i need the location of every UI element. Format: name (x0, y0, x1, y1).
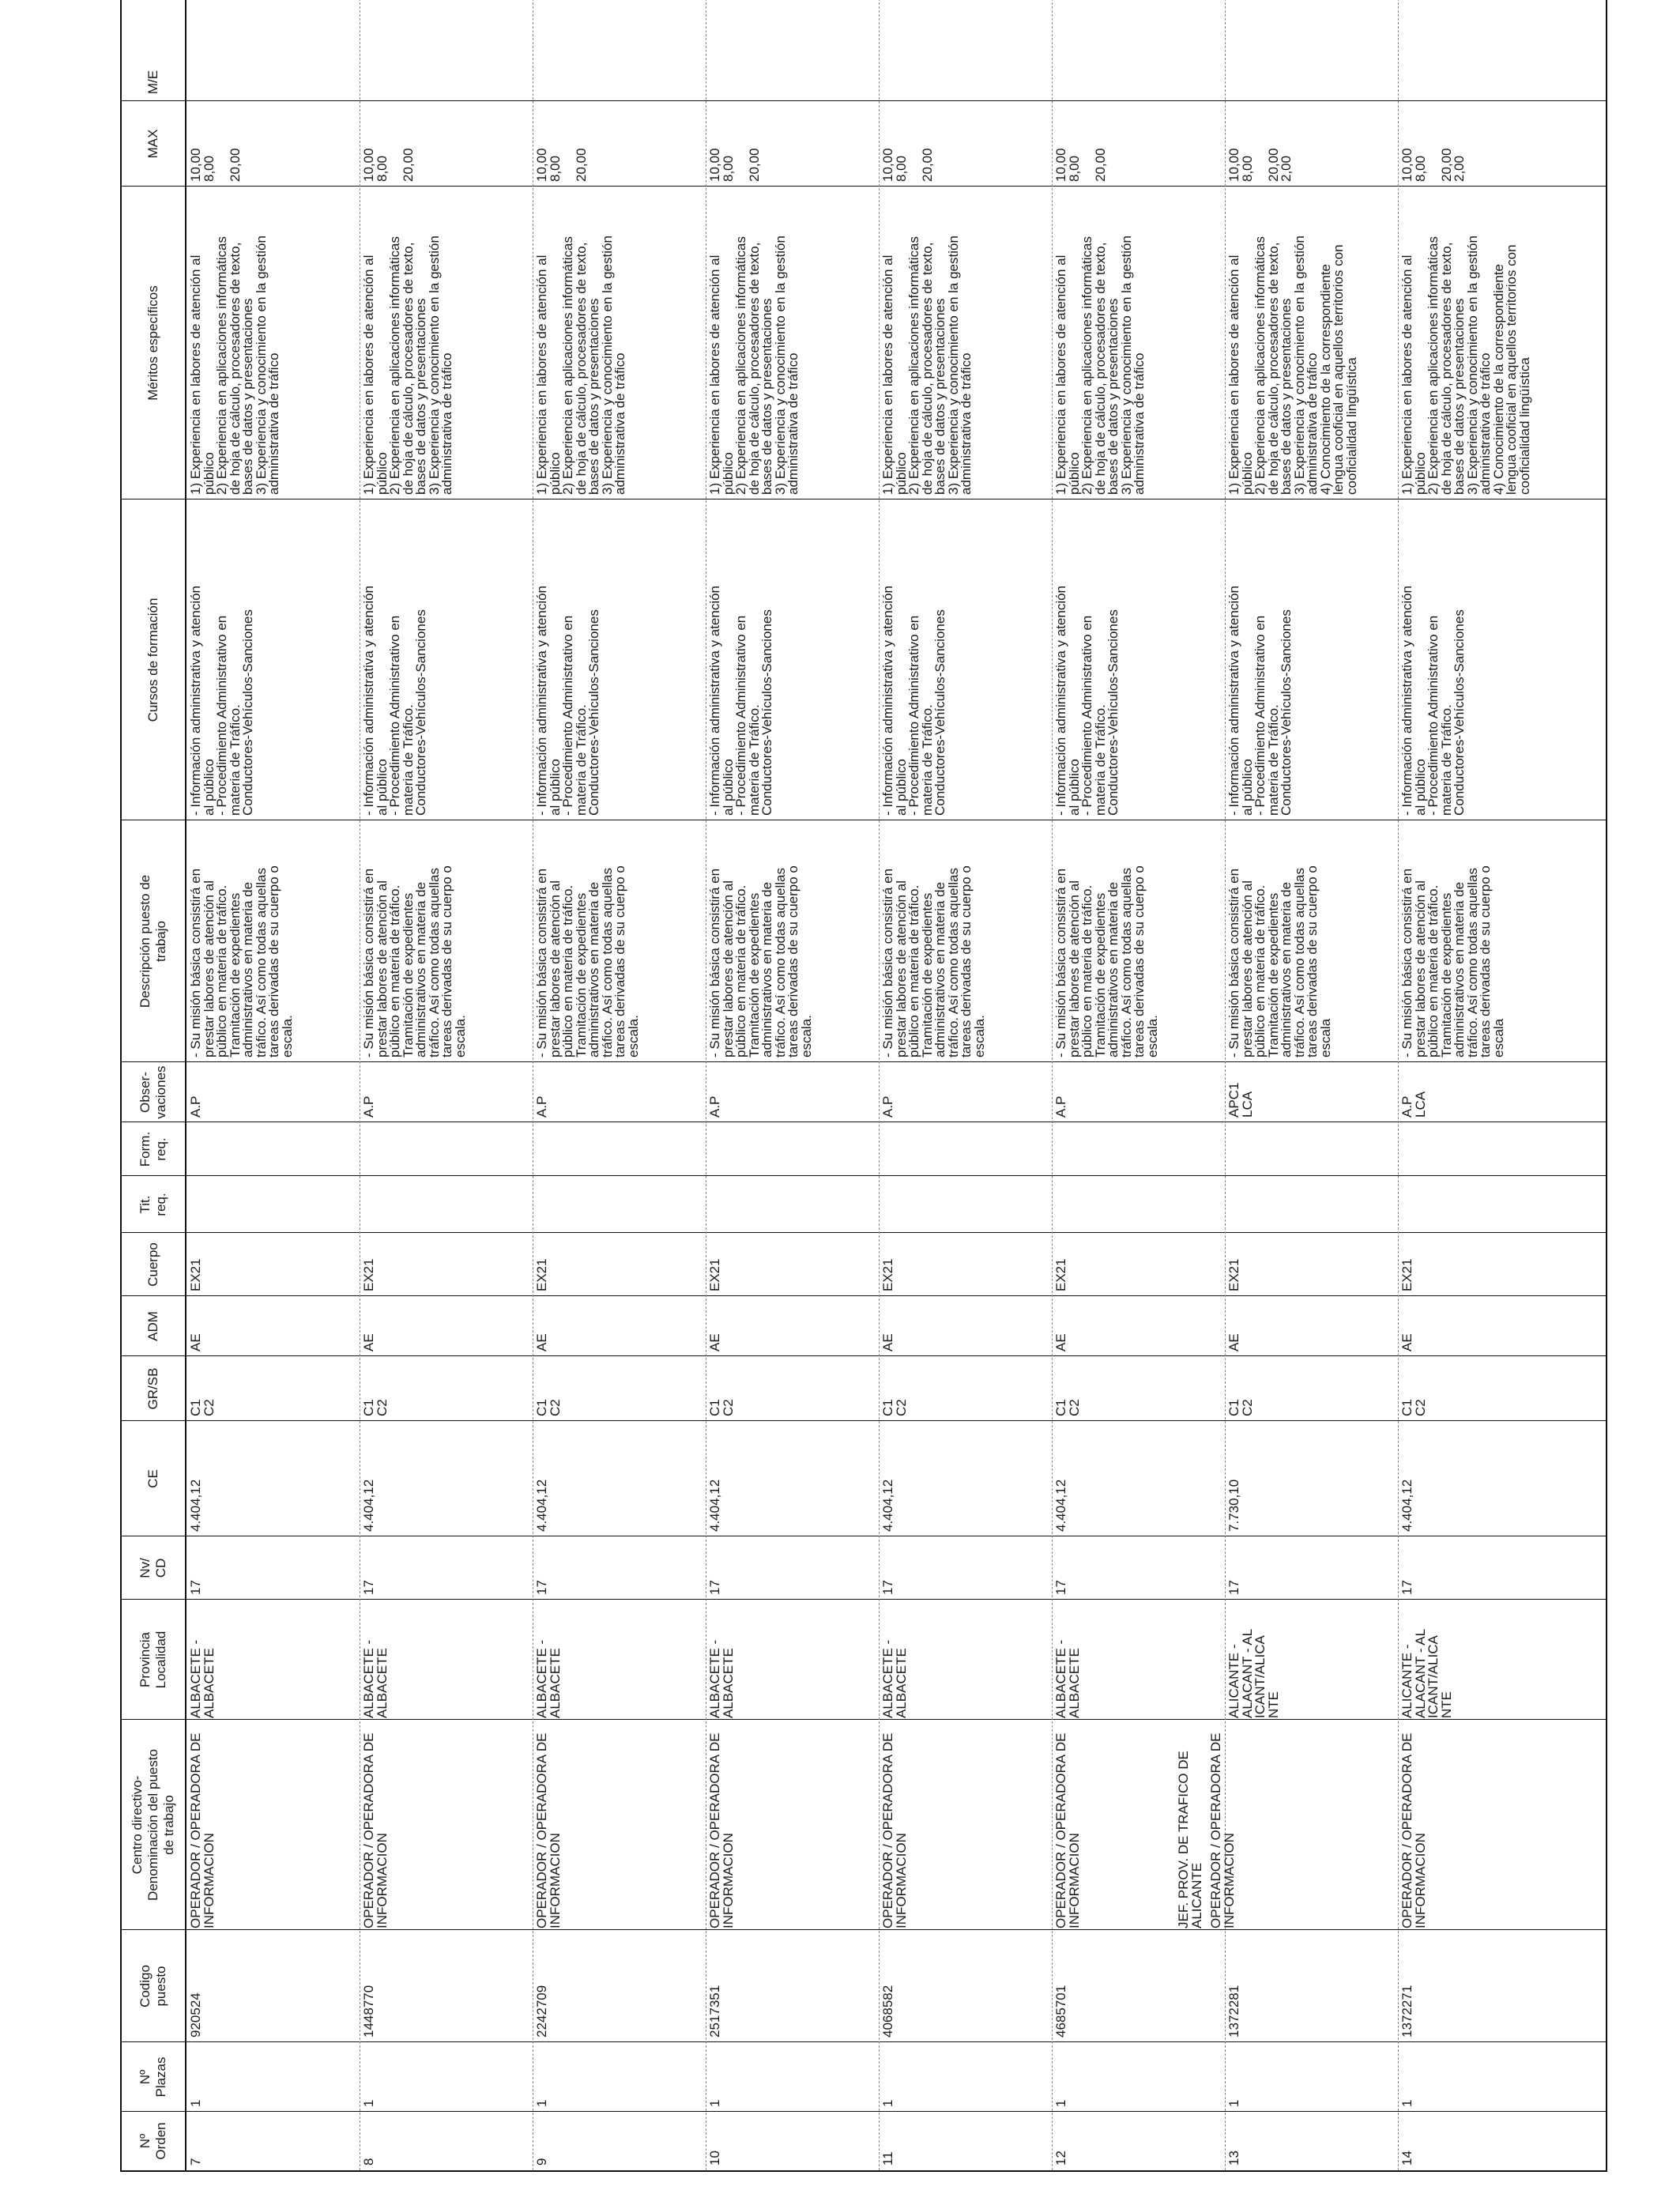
cell-provincia: ALBACETE - ALBACETE (534, 1639, 563, 1718)
cell-provincia: ALBACETE - ALBACETE (361, 1639, 390, 1718)
puesto-denominacion: OPERADOR / OPERADORA DE INFORMACION (361, 1732, 390, 1928)
header-descripcion: Descripción puesto de trabajo (137, 874, 168, 1008)
puesto-denominacion: OPERADOR / OPERADORA DE INFORMACION (1399, 1732, 1428, 1928)
cell-codigo: 1372281 (1226, 1985, 1241, 2038)
header-plazas: Nº Plazas (137, 2056, 168, 2098)
cell-cursos: - Información administrativa y atención al público - Procedimiento Administrativo en materia de Tráfico. Conductores-Vehículos-Sanciones (1399, 585, 1467, 816)
header-tit: Tit. req. (137, 1193, 168, 1216)
centro-directivo-heading: JEF. PROV. DE TRAFICO DE ALICANTE (1176, 1751, 1204, 1928)
header-ce: CE (145, 1469, 160, 1488)
cell-adm: AE (880, 1333, 895, 1351)
cell-ce: 4.404,12 (361, 1479, 376, 1532)
header-nivel: Nv/ CD (137, 1558, 168, 1578)
cell-meritos: 1) Experiencia en labores de atención al público 2) Experiencia en aplicaciones informáticas de hoja de cálculo, procesadores de texto, bases de datos y presentaciones 3) Experiencia y conocimiento en la gestión administrativa de tráfico (361, 236, 454, 495)
cell-cursos: - Información administrativa y atención al público - Procedimiento Administrativo en materia de Tráfico. Conductores-Vehículos-Sanciones (361, 585, 428, 816)
header-centro: Centro directivo- Denominación del puesto de trabajo (130, 1749, 176, 1901)
cell-orden: 7 (188, 2158, 203, 2166)
cell-centro (879, 1688, 1052, 1930)
cell-max: 10,00 8,00 20,00 (188, 148, 243, 182)
positions-table (120, 0, 1607, 2172)
cell-provincia: ALBACETE - ALBACETE (1053, 1639, 1082, 1718)
cell-ce: 7.730,10 (1226, 1479, 1241, 1532)
cell-obs: A.P (534, 1095, 549, 1118)
cell-provincia: ALBACETE - ALBACETE (188, 1639, 217, 1718)
cell-grupo: C1 C2 (707, 1399, 736, 1416)
cell-obs: A.P (1053, 1095, 1068, 1118)
cell-codigo: 2517351 (707, 1985, 722, 2038)
header-form: Form. req. (137, 1131, 168, 1167)
cell-cuerpo: EX21 (1399, 1258, 1414, 1291)
cell-plazas: 1 (534, 2099, 549, 2107)
cell-provincia: ALICANTE - ALACANT - AL ICANT/ALICA NTE (1399, 1628, 1454, 1718)
cell-cursos: - Información administrativa y atención al público - Procedimiento Administrativo en materia de Tráfico. Conductores-Vehículos-Sanciones (1053, 585, 1121, 816)
cell-descripcion: - Su misión básica consistirá en prestar labores de atención al público en materia de tráfico. Tramitación de expedientes administrativos en materia de tráfico. Así como todas aquellas tareas derivadas de su cuerpo o escala (1399, 865, 1506, 1057)
header-obs: Obser- vaciones (137, 1065, 168, 1119)
cell-obs: A.P (707, 1095, 722, 1118)
cell-orden: 10 (707, 2151, 722, 2166)
header-me: M/E (145, 70, 160, 95)
cell-codigo: 920524 (188, 1992, 203, 2038)
cell-grupo: C1 C2 (880, 1399, 909, 1416)
header-cursos: Cursos de formación (145, 598, 160, 722)
cell-meritos: 1) Experiencia en labores de atención al público 2) Experiencia en aplicaciones informáticas de hoja de cálculo, procesadores de texto, bases de datos y presentaciones 3) Experiencia y conocimiento en la gestión administrativa de tráfico 4) Conocimiento de la correspondiente lengua cooficial en aquellos territorios con cooficialidad lingüística (1226, 236, 1359, 495)
cell-plazas: 1 (1399, 2099, 1414, 2107)
cell-ce: 4.404,12 (1399, 1479, 1414, 1532)
cell-cuerpo: EX21 (707, 1258, 722, 1291)
cell-orden: 12 (1053, 2151, 1068, 2166)
puesto-denominacion: OPERADOR / OPERADORA DE INFORMACION (707, 1732, 736, 1928)
cell-adm: AE (707, 1333, 722, 1351)
cell-plazas: 1 (707, 2099, 722, 2107)
cell-provincia: ALBACETE - ALBACETE (880, 1639, 909, 1718)
header-cuerpo: Cuerpo (145, 1242, 160, 1287)
cell-grupo: C1 C2 (534, 1399, 563, 1416)
cell-provincia: ALICANTE - ALACANT - AL ICANT/ALICA NTE (1226, 1628, 1281, 1718)
header-grupo: GR/SB (145, 1367, 160, 1410)
cell-obs: APC1 LCA (1226, 1082, 1255, 1118)
cell-cursos: - Información administrativa y atención al público - Procedimiento Administrativo en materia de Tráfico. Conductores-Vehículos-Sanciones (1226, 585, 1294, 816)
cell-cursos: - Información administrativa y atención al público - Procedimiento Administrativo en materia de Tráfico. Conductores-Vehículos-Sanciones (534, 585, 601, 816)
cell-meritos: 1) Experiencia en labores de atención al público 2) Experiencia en aplicaciones informáticas de hoja de cálculo, procesadores de texto, bases de datos y presentaciones 3) Experiencia y conocimiento en la gestión administrativa de tráfico (1053, 236, 1147, 495)
cell-cuerpo: EX21 (534, 1258, 549, 1291)
cell-plazas: 1 (1226, 2099, 1241, 2107)
cell-centro (533, 1688, 706, 1930)
cell-nivel: 17 (1399, 1580, 1414, 1595)
cell-orden: 9 (534, 2158, 549, 2166)
cell-grupo: C1 C2 (1053, 1399, 1082, 1416)
cell-plazas: 1 (361, 2099, 376, 2107)
cell-codigo: 1372271 (1399, 1985, 1414, 2038)
cell-max: 10,00 8,00 20,00 (534, 148, 589, 182)
cell-max: 10,00 8,00 20,00 2,00 (1399, 148, 1467, 182)
puesto-denominacion: OPERADOR / OPERADORA DE INFORMACION (1053, 1732, 1082, 1928)
cell-max: 10,00 8,00 20,00 2,00 (1226, 148, 1294, 182)
cell-grupo: C1 C2 (188, 1399, 217, 1416)
cell-descripcion: - Su misión básica consistirá en prestar labores de atención al público en materia de tráfico. Tramitación de expedientes administrativos en materia de tráfico. Así como todas aquellas tareas derivadas de su cuerpo o escala (1226, 865, 1333, 1057)
header-provincia: Provincia Localidad (137, 1630, 168, 1689)
header-adm: ADM (145, 1311, 160, 1341)
cell-adm: AE (361, 1333, 376, 1351)
cell-descripcion: - Su misión básica consistirá en prestar labores de atención al público en materia de tráfico. Tramitación de expedientes administrativos en materia de tráfico. Así como todas aquellas tareas derivadas de su cuerpo o escala. (361, 865, 468, 1057)
cell-nivel: 17 (880, 1580, 895, 1595)
cell-grupo: C1 C2 (1226, 1399, 1255, 1416)
puesto-denominacion: OPERADOR / OPERADORA DE INFORMACION (880, 1732, 909, 1928)
cell-codigo: 2242709 (534, 1985, 549, 2038)
cell-max: 10,00 8,00 20,00 (880, 148, 935, 182)
header-codigo: Codigo puesto (137, 1965, 168, 2007)
cell-nivel: 17 (534, 1580, 549, 1595)
cell-grupo: C1 C2 (361, 1399, 390, 1416)
cell-descripcion: - Su misión básica consistirá en prestar labores de atención al público en materia de tráfico. Tramitación de expedientes administrativos en materia de tráfico. Así como todas aquellas tareas derivadas de su cuerpo o escala. (880, 865, 987, 1057)
cell-ce: 4.404,12 (1053, 1479, 1068, 1532)
puesto-denominacion: OPERADOR / OPERADORA DE INFORMACION (188, 1732, 217, 1928)
cell-ce: 4.404,12 (188, 1479, 203, 1532)
cell-descripcion: - Su misión básica consistirá en prestar labores de atención al público en materia de tráfico. Tramitación de expedientes administrativos en materia de tráfico. Así como todas aquellas tareas derivadas de su cuerpo o escala. (1053, 865, 1160, 1057)
cell-codigo: 1448770 (361, 1985, 376, 2038)
cell-max: 10,00 8,00 20,00 (361, 148, 416, 182)
cell-centro (1176, 1688, 1398, 1930)
cell-provincia: ALBACETE - ALBACETE (707, 1639, 736, 1718)
cell-grupo: C1 C2 (1399, 1399, 1428, 1416)
cell-nivel: 17 (361, 1580, 376, 1595)
cell-obs: A.P (361, 1095, 376, 1118)
cell-centro (706, 1688, 879, 1930)
header-meritos: Méritos específicos (145, 285, 160, 401)
cell-cursos: - Información administrativa y atención al público - Procedimiento Administrativo en materia de Tráfico. Conductores-Vehículos-Sanciones (880, 585, 947, 816)
cell-centro (186, 1688, 360, 1930)
cell-adm: AE (534, 1333, 549, 1351)
cell-cursos: - Información administrativa y atención al público - Procedimiento Administrativo en materia de Tráfico. Conductores-Vehículos-Sanciones (188, 585, 255, 816)
cell-max: 10,00 8,00 20,00 (707, 148, 762, 182)
cell-obs: A.P LCA (1399, 1091, 1428, 1118)
cell-descripcion: - Su misión básica consistirá en prestar labores de atención al público en materia de tráfico. Tramitación de expedientes administrativos en materia de tráfico. Así como todas aquellas tareas derivadas de su cuerpo o escala. (188, 865, 295, 1057)
cell-codigo: 4068582 (880, 1985, 895, 2038)
cell-meritos: 1) Experiencia en labores de atención al público 2) Experiencia en aplicaciones informáticas de hoja de cálculo, procesadores de texto, bases de datos y presentaciones 3) Experiencia y conocimiento en la gestión administrativa de tráfico 4) Conocimiento de la correspondiente lengua cooficial en aquellos territorios con cooficialidad lingüística (1399, 236, 1532, 495)
cell-cuerpo: EX21 (1053, 1258, 1068, 1291)
cell-orden: 13 (1226, 2151, 1241, 2166)
cell-obs: A.P (880, 1095, 895, 1118)
cell-centro (360, 1688, 533, 1930)
header-orden: Nº Orden (137, 2122, 168, 2160)
cell-meritos: 1) Experiencia en labores de atención al público 2) Experiencia en aplicaciones informáticas de hoja de cálculo, procesadores de texto, bases de datos y presentaciones 3) Experiencia y conocimiento en la gestión administrativa de tráfico (707, 236, 800, 495)
cell-cuerpo: EX21 (1226, 1258, 1241, 1291)
cell-codigo: 4685701 (1053, 1985, 1068, 2038)
cell-adm: AE (1226, 1333, 1241, 1351)
cell-cursos: - Información administrativa y atención al público - Procedimiento Administrativo en materia de Tráfico. Conductores-Vehículos-Sanciones (707, 585, 774, 816)
cell-meritos: 1) Experiencia en labores de atención al público 2) Experiencia en aplicaciones informáticas de hoja de cálculo, procesadores de texto, bases de datos y presentaciones 3) Experiencia y conocimiento en la gestión administrativa de tráfico (534, 236, 627, 495)
cell-ce: 4.404,12 (707, 1479, 722, 1532)
cell-meritos: 1) Experiencia en labores de atención al público 2) Experiencia en aplicaciones informáticas de hoja de cálculo, procesadores de texto, bases de datos y presentaciones 3) Experiencia y conocimiento en la gestión administrativa de tráfico (188, 236, 281, 495)
puesto-denominacion: OPERADOR / OPERADORA DE INFORMACION (534, 1732, 563, 1928)
cell-nivel: 17 (188, 1580, 203, 1595)
column-divider (122, 1175, 1606, 1176)
cell-descripcion: - Su misión básica consistirá en prestar labores de atención al público en materia de tráfico. Tramitación de expedientes administrativos en materia de tráfico. Así como todas aquellas tareas derivadas de su cuerpo o escala. (707, 865, 814, 1057)
cell-descripcion: - Su misión básica consistirá en prestar labores de atención al público en materia de tráfico. Tramitación de expedientes administrativos en materia de tráfico. Así como todas aquellas tareas derivadas de su cuerpo o escala. (534, 865, 641, 1057)
cell-nivel: 17 (1226, 1580, 1241, 1595)
cell-cuerpo: EX21 (880, 1258, 895, 1291)
cell-orden: 14 (1399, 2151, 1414, 2166)
cell-nivel: 17 (707, 1580, 722, 1595)
cell-orden: 8 (361, 2158, 376, 2166)
cell-adm: AE (1053, 1333, 1068, 1351)
cell-cuerpo: EX21 (188, 1258, 203, 1291)
header-max: MAX (145, 129, 160, 159)
cell-nivel: 17 (1053, 1580, 1068, 1595)
cell-adm: AE (1399, 1333, 1414, 1351)
cell-plazas: 1 (880, 2099, 895, 2107)
cell-cuerpo: EX21 (361, 1258, 376, 1291)
cell-plazas: 1 (188, 2099, 203, 2107)
cell-ce: 4.404,12 (534, 1479, 549, 1532)
cell-meritos: 1) Experiencia en labores de atención al público 2) Experiencia en aplicaciones informáticas de hoja de cálculo, procesadores de texto, bases de datos y presentaciones 3) Experiencia y conocimiento en la gestión administrativa de tráfico (880, 236, 974, 495)
cell-adm: AE (188, 1333, 203, 1351)
cell-max: 10,00 8,00 20,00 (1053, 148, 1108, 182)
cell-obs: A.P (188, 1095, 203, 1118)
puesto-denominacion: OPERADOR / OPERADORA DE INFORMACION (1208, 1732, 1237, 1928)
cell-orden: 11 (880, 2151, 895, 2166)
cell-centro (1398, 1688, 1571, 1930)
cell-plazas: 1 (1053, 2099, 1068, 2107)
cell-ce: 4.404,12 (880, 1479, 895, 1532)
